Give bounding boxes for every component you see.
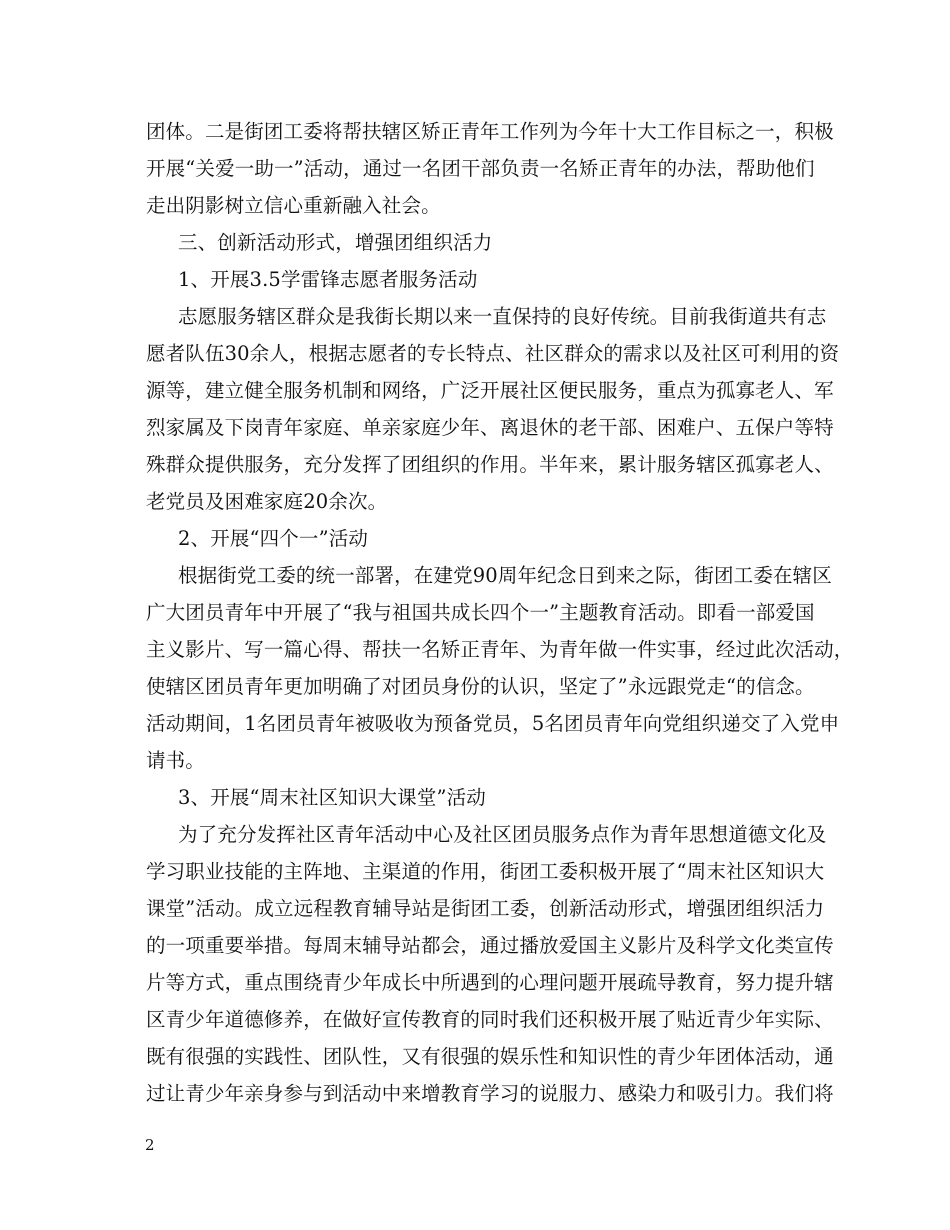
text-line: 使辖区团员青年更加明确了对团员身份的认识，坚定了”永远跟党走“的信念。 (146, 675, 815, 698)
subsection-heading: 1、开展3.5学雷锋志愿者服务活动 (178, 268, 478, 291)
text-line: 既有很强的实践性、团队性，又有很强的娱乐性和知识性的青少年团体活动，通 (146, 1045, 834, 1068)
text-line: 为了充分发挥社区青年活动中心及社区团员服务点作为青年思想道德文化及 (178, 823, 827, 846)
text-line: 源等，建立健全服务机制和网络，广泛开展社区便民服务，重点为孤寡老人、军 (146, 379, 834, 402)
text-line: 烈家属及下岗青年家庭、单亲家庭少年、离退休的老干部、困难户、五保户等特 (146, 416, 834, 439)
subsection-heading: 2、开展“四个一”活动 (178, 527, 368, 550)
text-line: 主义影片、写一篇心得、帮扶一名矫正青年、为青年做一件实事，经过此次活动， (146, 638, 854, 661)
text-line: 殊群众提供服务，充分发挥了团组织的作用。半年来，累计服务辖区孤寡老人、 (146, 453, 834, 476)
text-line: 广大团员青年中开展了“我与祖国共成长四个一”主题教育活动。即看一部爱国 (146, 601, 815, 624)
section-heading: 三、创新活动形式，增强团组织活力 (178, 231, 493, 254)
text-line: 团体。二是街团工委将帮扶辖区矫正青年工作列为今年十大工作目标之一，积极 (146, 120, 834, 143)
text-line: 走出阴影树立信心重新融入社会。 (146, 194, 441, 217)
text-line: 请书。 (146, 749, 205, 772)
text-line: 的一项重要举措。每周末辅导站都会，通过播放爱国主义影片及科学文化类宣传 (146, 934, 834, 957)
text-line: 开展“关爱一助一”活动，通过一名团干部负责一名矫正青年的办法，帮助他们 (146, 157, 815, 180)
text-line: 区青少年道德修养，在做好宣传教育的同时我们还积极开展了贴近青少年实际、 (146, 1008, 834, 1031)
text-line: 课堂”活动。成立远程教育辅导站是街团工委，创新活动形式，增强团组织活力 (146, 897, 825, 920)
text-line: 老党员及困难家庭20余次。 (146, 490, 388, 513)
text-line: 学习职业技能的主阵地、主渠道的作用，街团工委积极开展了“周末社区知识大 (146, 860, 825, 883)
page-number: 2 (145, 1136, 155, 1154)
text-line: 活动期间，1名团员青年被吸收为预备党员，5名团员青年向党组织递交了入党申 (146, 712, 840, 735)
text-line: 根据街党工委的统一部署，在建党90周年纪念日到来之际，街团工委在辖区 (178, 564, 832, 587)
subsection-heading: 3、开展“周末社区知识大课堂”活动 (178, 786, 486, 809)
text-line: 志愿服务辖区群众是我街长期以来一直保持的良好传统。目前我街道共有志 (178, 305, 827, 328)
text-line: 过让青少年亲身参与到活动中来增教育学习的说服力、感染力和吸引力。我们将 (146, 1082, 834, 1105)
text-line: 片等方式，重点围绕青少年成长中所遇到的心理问题开展疏导教育，努力提升辖 (146, 971, 834, 994)
text-line: 愿者队伍30余人，根据志愿者的专长特点、社区群众的需求以及社区可利用的资 (146, 342, 840, 365)
